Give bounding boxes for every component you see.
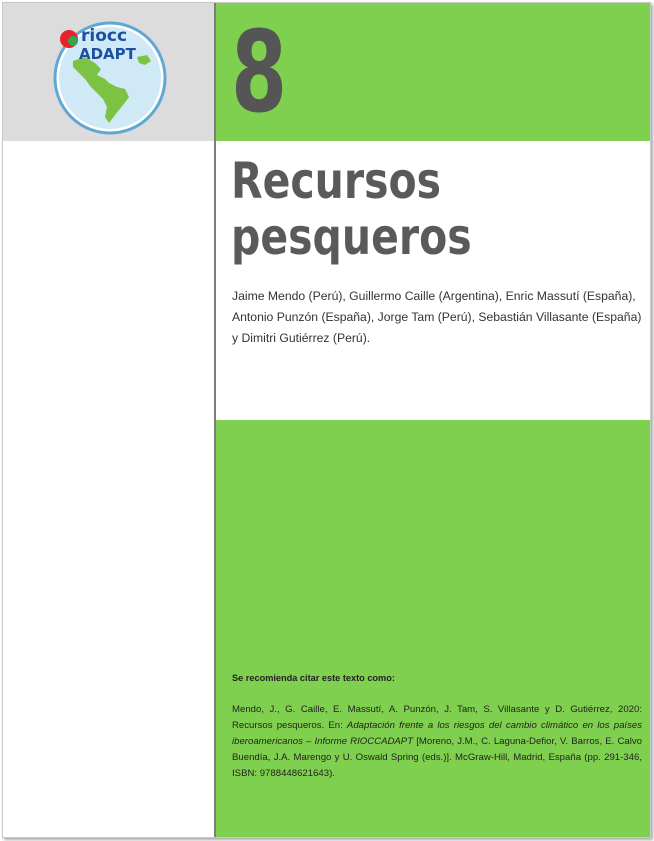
- authors-line2: Antonio Punzón (España), Jorge Tam (Perú), Sebastián Villasante (España): [232, 310, 642, 324]
- chapter-title-line1: Recursos: [231, 152, 442, 210]
- authors-line3: y Dimitri Gutiérrez (Perú).: [232, 331, 371, 345]
- citation-text: [232, 702, 642, 782]
- authors: [232, 286, 642, 349]
- citation-part1: Mendo, J., G. Caille, E. Massutí, A. Punzón, J. Tam, S. Villasante y D. Gutiérrez, 2020: Recursos pesqueros. En:: [232, 704, 642, 731]
- left-column: [3, 141, 215, 838]
- logo-text-riocc: riocc: [81, 26, 128, 46]
- chapter-title-line2: pesqueros: [231, 208, 472, 266]
- logo-text-adapt: ADAPT: [79, 45, 136, 63]
- page: [2, 2, 651, 838]
- citation-label: Se recomienda citar este texto como:: [232, 673, 395, 683]
- riocc-adapt-logo: [51, 17, 169, 135]
- chapter-title: [231, 153, 472, 265]
- authors-line1: Jaime Mendo (Perú), Guillermo Caille (Argentina), Enric Massutí (España),: [232, 289, 636, 303]
- citation-part2: [Moreno, J.M., C. Laguna-Defior, V. Barros, E. Calvo Buendía, J.A. Marengo y U. Oswald Spring (eds.)]. McGraw-Hill, Madrid, España (pp. 291-346, ISBN: 9788448621643).: [232, 736, 642, 779]
- chapter-number: 8: [231, 8, 286, 138]
- column-divider: [214, 3, 216, 838]
- citation-italic: Adaptación frente a los riesgos del cambio climático en los países iberoamericanos – Informe RIOCCADAPT: [232, 720, 642, 747]
